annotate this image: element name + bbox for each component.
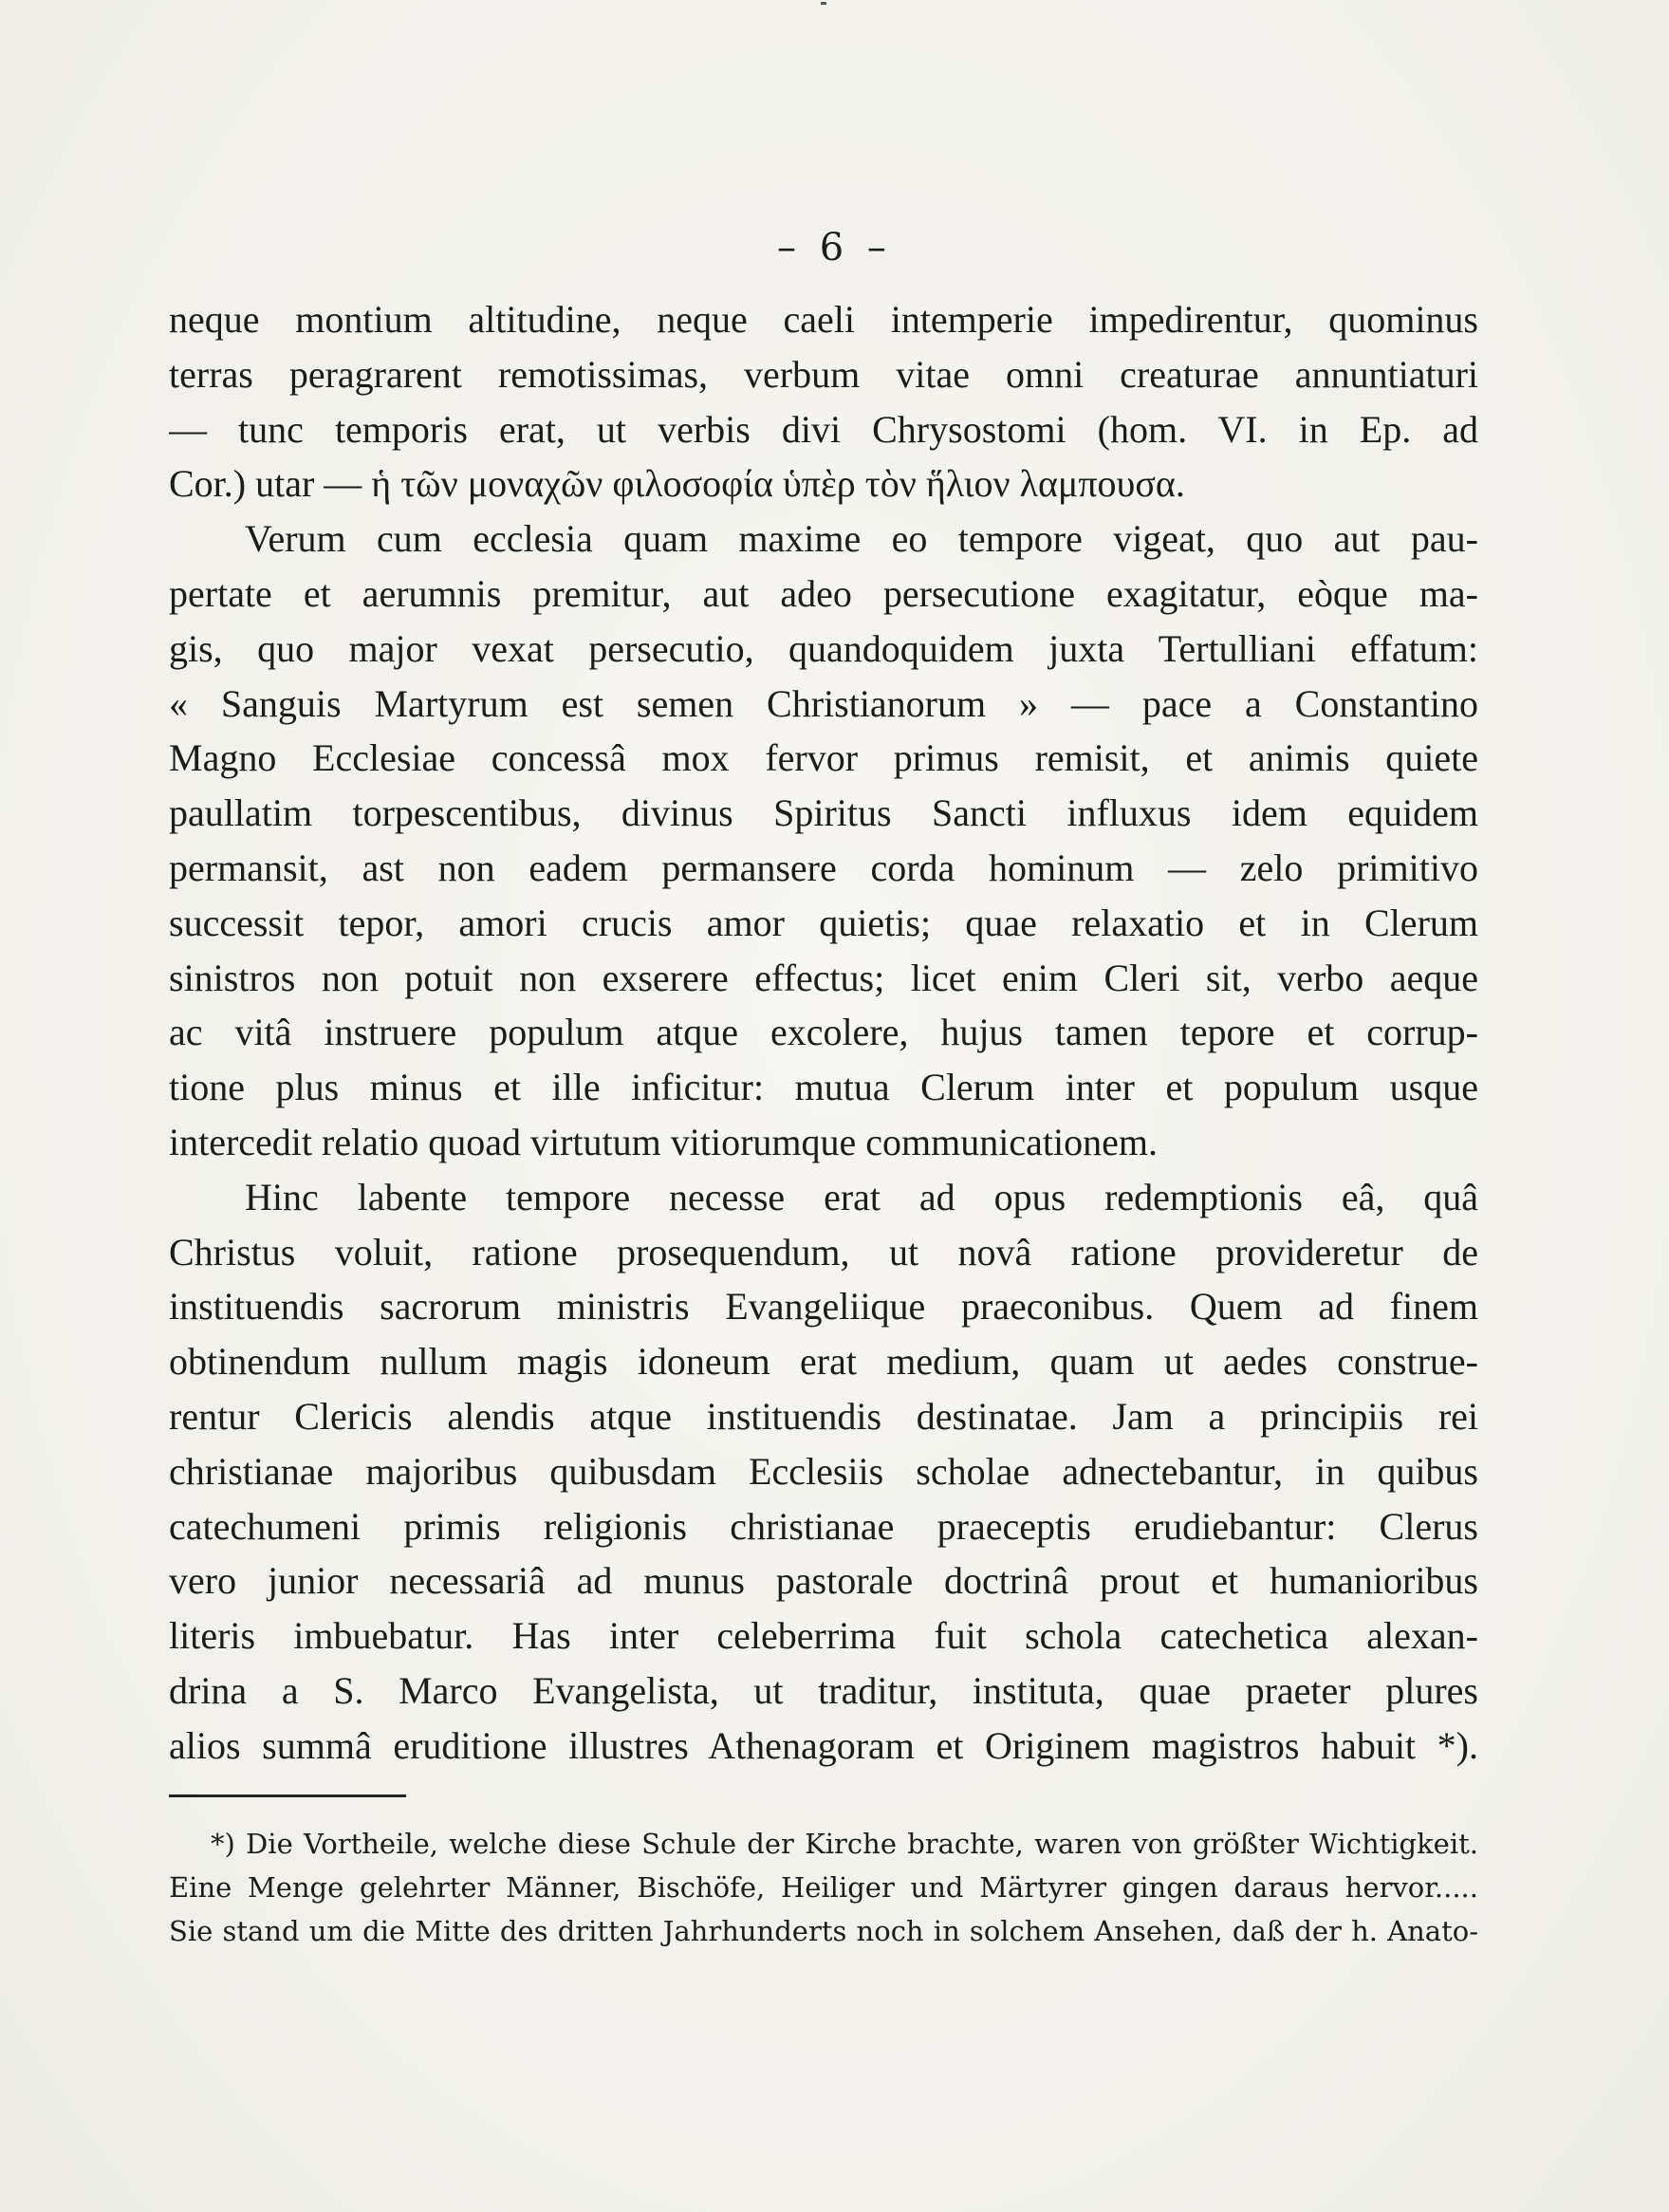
footnote-line: *) Die Vortheile, welche diese Schule der Kirche brachte, waren von größter Wichtigkeit.	[211, 1828, 1478, 1860]
body-line: Cor.) utar — ἡ τῶν μοναχῶν φιλοσοφία ὑπὲρ τὸν ἥλιον λαμπουσα.	[169, 462, 1185, 506]
body-line: drina a S. Marco Evangelista, ut traditur, instituta, quae praeter plures	[169, 1668, 1478, 1712]
body-text	[169, 292, 1478, 1774]
body-line: Hinc labente tempore necesse erat ad opus redemptionis eâ, quâ	[245, 1175, 1478, 1218]
body-line: successit tepor, amori crucis amor quietis; quae relaxatio et in Clerum	[169, 901, 1478, 944]
body-line: Verum cum ecclesia quam maxime eo tempore vigeat, quo aut pau-	[245, 517, 1478, 561]
body-line: christianae majoribus quibusdam Ecclesiis scholae adnectebantur, in quibus	[169, 1449, 1478, 1493]
body-line: sinistros non potuit non exserere effectus; licet enim Cleri sit, verbo aeque	[169, 956, 1478, 999]
body-line: vero junior necessariâ ad munus pastorale doctrinâ prout et humanioribus	[169, 1559, 1478, 1603]
body-line: neque montium altitudine, neque caeli intemperie impedirentur, quominus	[169, 298, 1478, 341]
body-line: instituendis sacrorum ministris Evangeliique praeconibus. Quem ad finem	[169, 1285, 1478, 1329]
body-line: gis, quo major vexat persecutio, quandoquidem juxta Tertulliani effatum:	[169, 626, 1478, 670]
body-line: Christus voluit, ratione prosequendum, ut novâ ratione provideretur de	[169, 1230, 1478, 1273]
top-edge-mark	[821, 2, 826, 5]
footnote-divider	[169, 1794, 406, 1797]
body-line: alios summâ eruditione illustres Athenagoram et Originem magistros habuit *).	[169, 1723, 1478, 1767]
body-line: Magno Ecclesiae concessâ mox fervor primus remisit, et animis quiete	[169, 736, 1478, 780]
footnote-block	[169, 1822, 1478, 1953]
body-line: permansit, ast non eadem permansere corda hominum — zelo primitivo	[169, 846, 1478, 889]
body-line: tione plus minus et ille inficitur: mutua Clerum inter et populum usque	[169, 1066, 1478, 1109]
body-line: ac vitâ instruere populum atque excolere, hujus tamen tepore et corrup-	[169, 1011, 1478, 1054]
body-line: — tunc temporis erat, ut verbis divi Chrysostomi (hom. VI. in Ep. ad	[169, 407, 1478, 451]
body-line: pertate et aerumnis premitur, aut adeo persecutione exagitatur, eòque ma-	[169, 571, 1478, 615]
body-line: paullatim torpescentibus, divinus Spiritus Sancti influxus idem equidem	[169, 791, 1478, 835]
footnote-line: Eine Menge gelehrter Männer, Bischöfe, Heiliger und Märtyrer gingen daraus hervor.....	[169, 1871, 1478, 1904]
body-line: catechumeni primis religionis christianae praeceptis erudiebantur: Clerus	[169, 1504, 1478, 1548]
body-line: rentur Clericis alendis atque instituendis destinatae. Jam a principiis rei	[169, 1394, 1478, 1438]
body-line: « Sanguis Martyrum est semen Christianorum » — pace a Constantino	[169, 681, 1478, 725]
footnote-line: Sie stand um die Mitte des dritten Jahrhunderts noch in solchem Ansehen, daß der h. Anato-	[169, 1915, 1478, 1947]
page-number: – 6 –	[777, 226, 892, 270]
body-line: obtinendum nullum magis idoneum erat medium, quam ut aedes construe-	[169, 1340, 1478, 1384]
body-line: intercedit relatio quoad virtutum vitiorumque communicationem.	[169, 1120, 1158, 1163]
body-line: terras peragrarent remotissimas, verbum vitae omni creaturae annuntiaturi	[169, 352, 1478, 396]
body-line: literis imbuebatur. Has inter celeberrima fuit schola catechetica alexan-	[169, 1614, 1478, 1658]
